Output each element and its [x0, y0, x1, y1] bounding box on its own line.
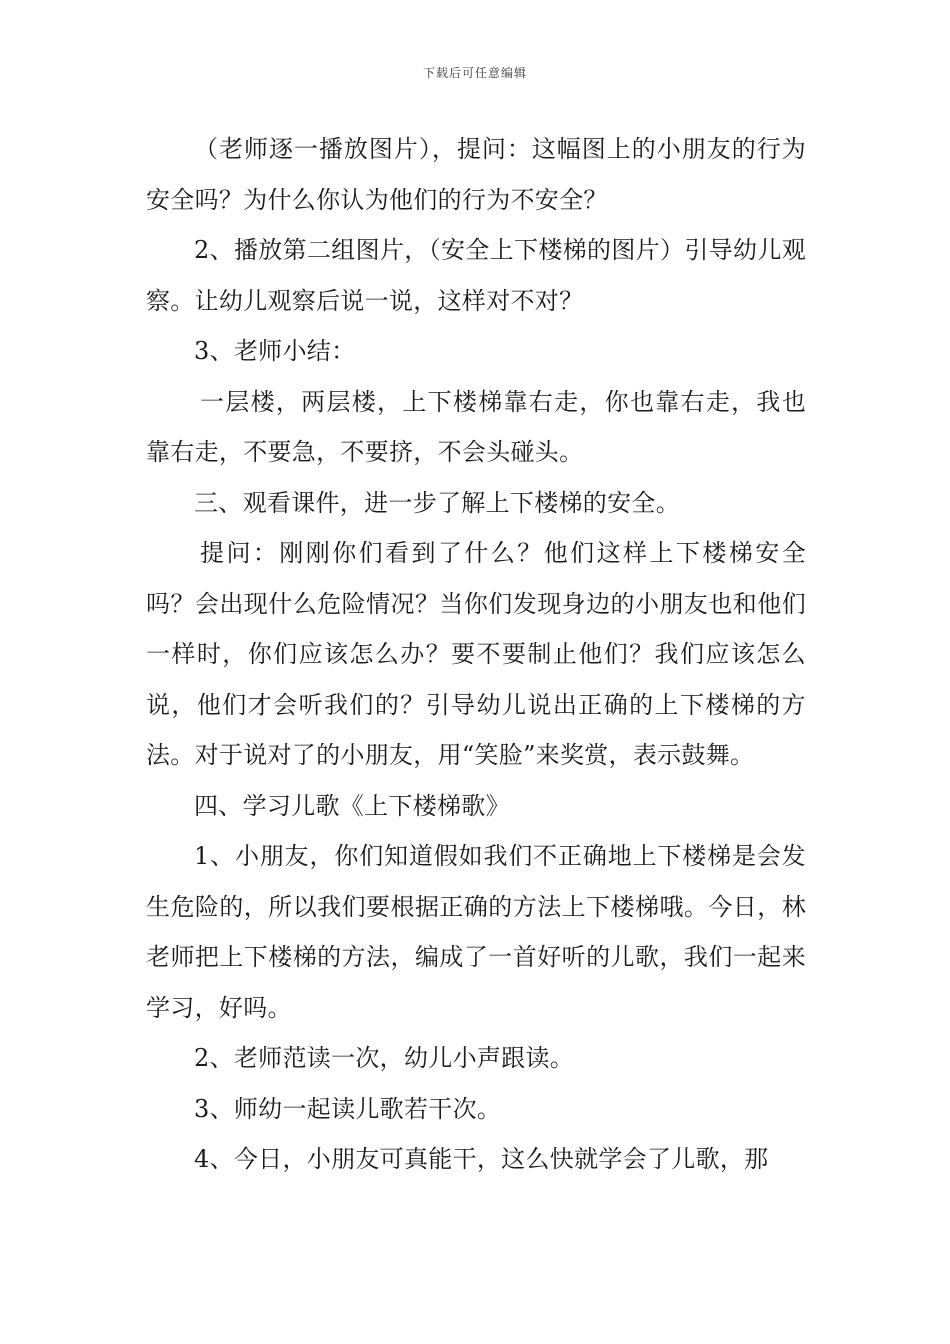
paragraph-teacher-shows-pictures: （老师逐一播放图片），提问：这幅图上的小朋友的行为安全吗？为什么你认为他们的行为不安全？: [146, 135, 806, 214]
page-header: 下载后可任意编辑: [422, 66, 527, 80]
paragraph-section-three-heading: 三、观看课件，进一步了解上下楼梯的安全。: [194, 488, 680, 517]
paragraph-step-one: 1、小朋友，你们知道假如我们不正确地上下楼梯是会发生危险的，所以我们要根据正确的方法上下楼梯哦。今日，林老师把上下楼梯的方法，编成了一首好听的儿歌，我们一起来学习，好吗。: [146, 842, 806, 1022]
paragraph-second-group-pictures: 2、播放第二组图片，（安全上下楼梯的图片）引导幼儿观察。让幼儿观察后说一说，这样对不对？: [146, 236, 806, 315]
document-body: [146, 124, 806, 1185]
paragraph-step-four: 4、今日，小朋友可真能干，这么快就学会了儿歌，那: [194, 1145, 769, 1173]
paragraph-summary-rhyme: 一层楼，两层楼，上下楼梯靠右走，你也靠右走，我也靠右走，不要急，不要挤，不会头碰头。: [146, 387, 806, 466]
paragraph-section-four-heading: 四、学习儿歌《上下楼梯歌》: [194, 791, 510, 820]
paragraph-step-two: 2、老师范读一次，幼儿小声跟读。: [194, 1044, 575, 1072]
paragraph-questions: 提问：刚刚你们看到了什么？他们这样上下楼梯安全吗？会出现什么危险情况？当你们发现身边的小朋友也和他们一样时，你们应该怎么办？要不要制止他们？我们应该怎么说，他们才会听我们的？引导幼儿说出正确的上下楼梯的方法。对于说对了的小朋友，用“笑脸”来奖赏，表示鼓舞。: [146, 539, 806, 769]
paragraph-step-three: 3、师幼一起读儿歌若干次。: [194, 1094, 502, 1123]
paragraph-teacher-summary-heading: 3、老师小结：: [194, 337, 356, 365]
